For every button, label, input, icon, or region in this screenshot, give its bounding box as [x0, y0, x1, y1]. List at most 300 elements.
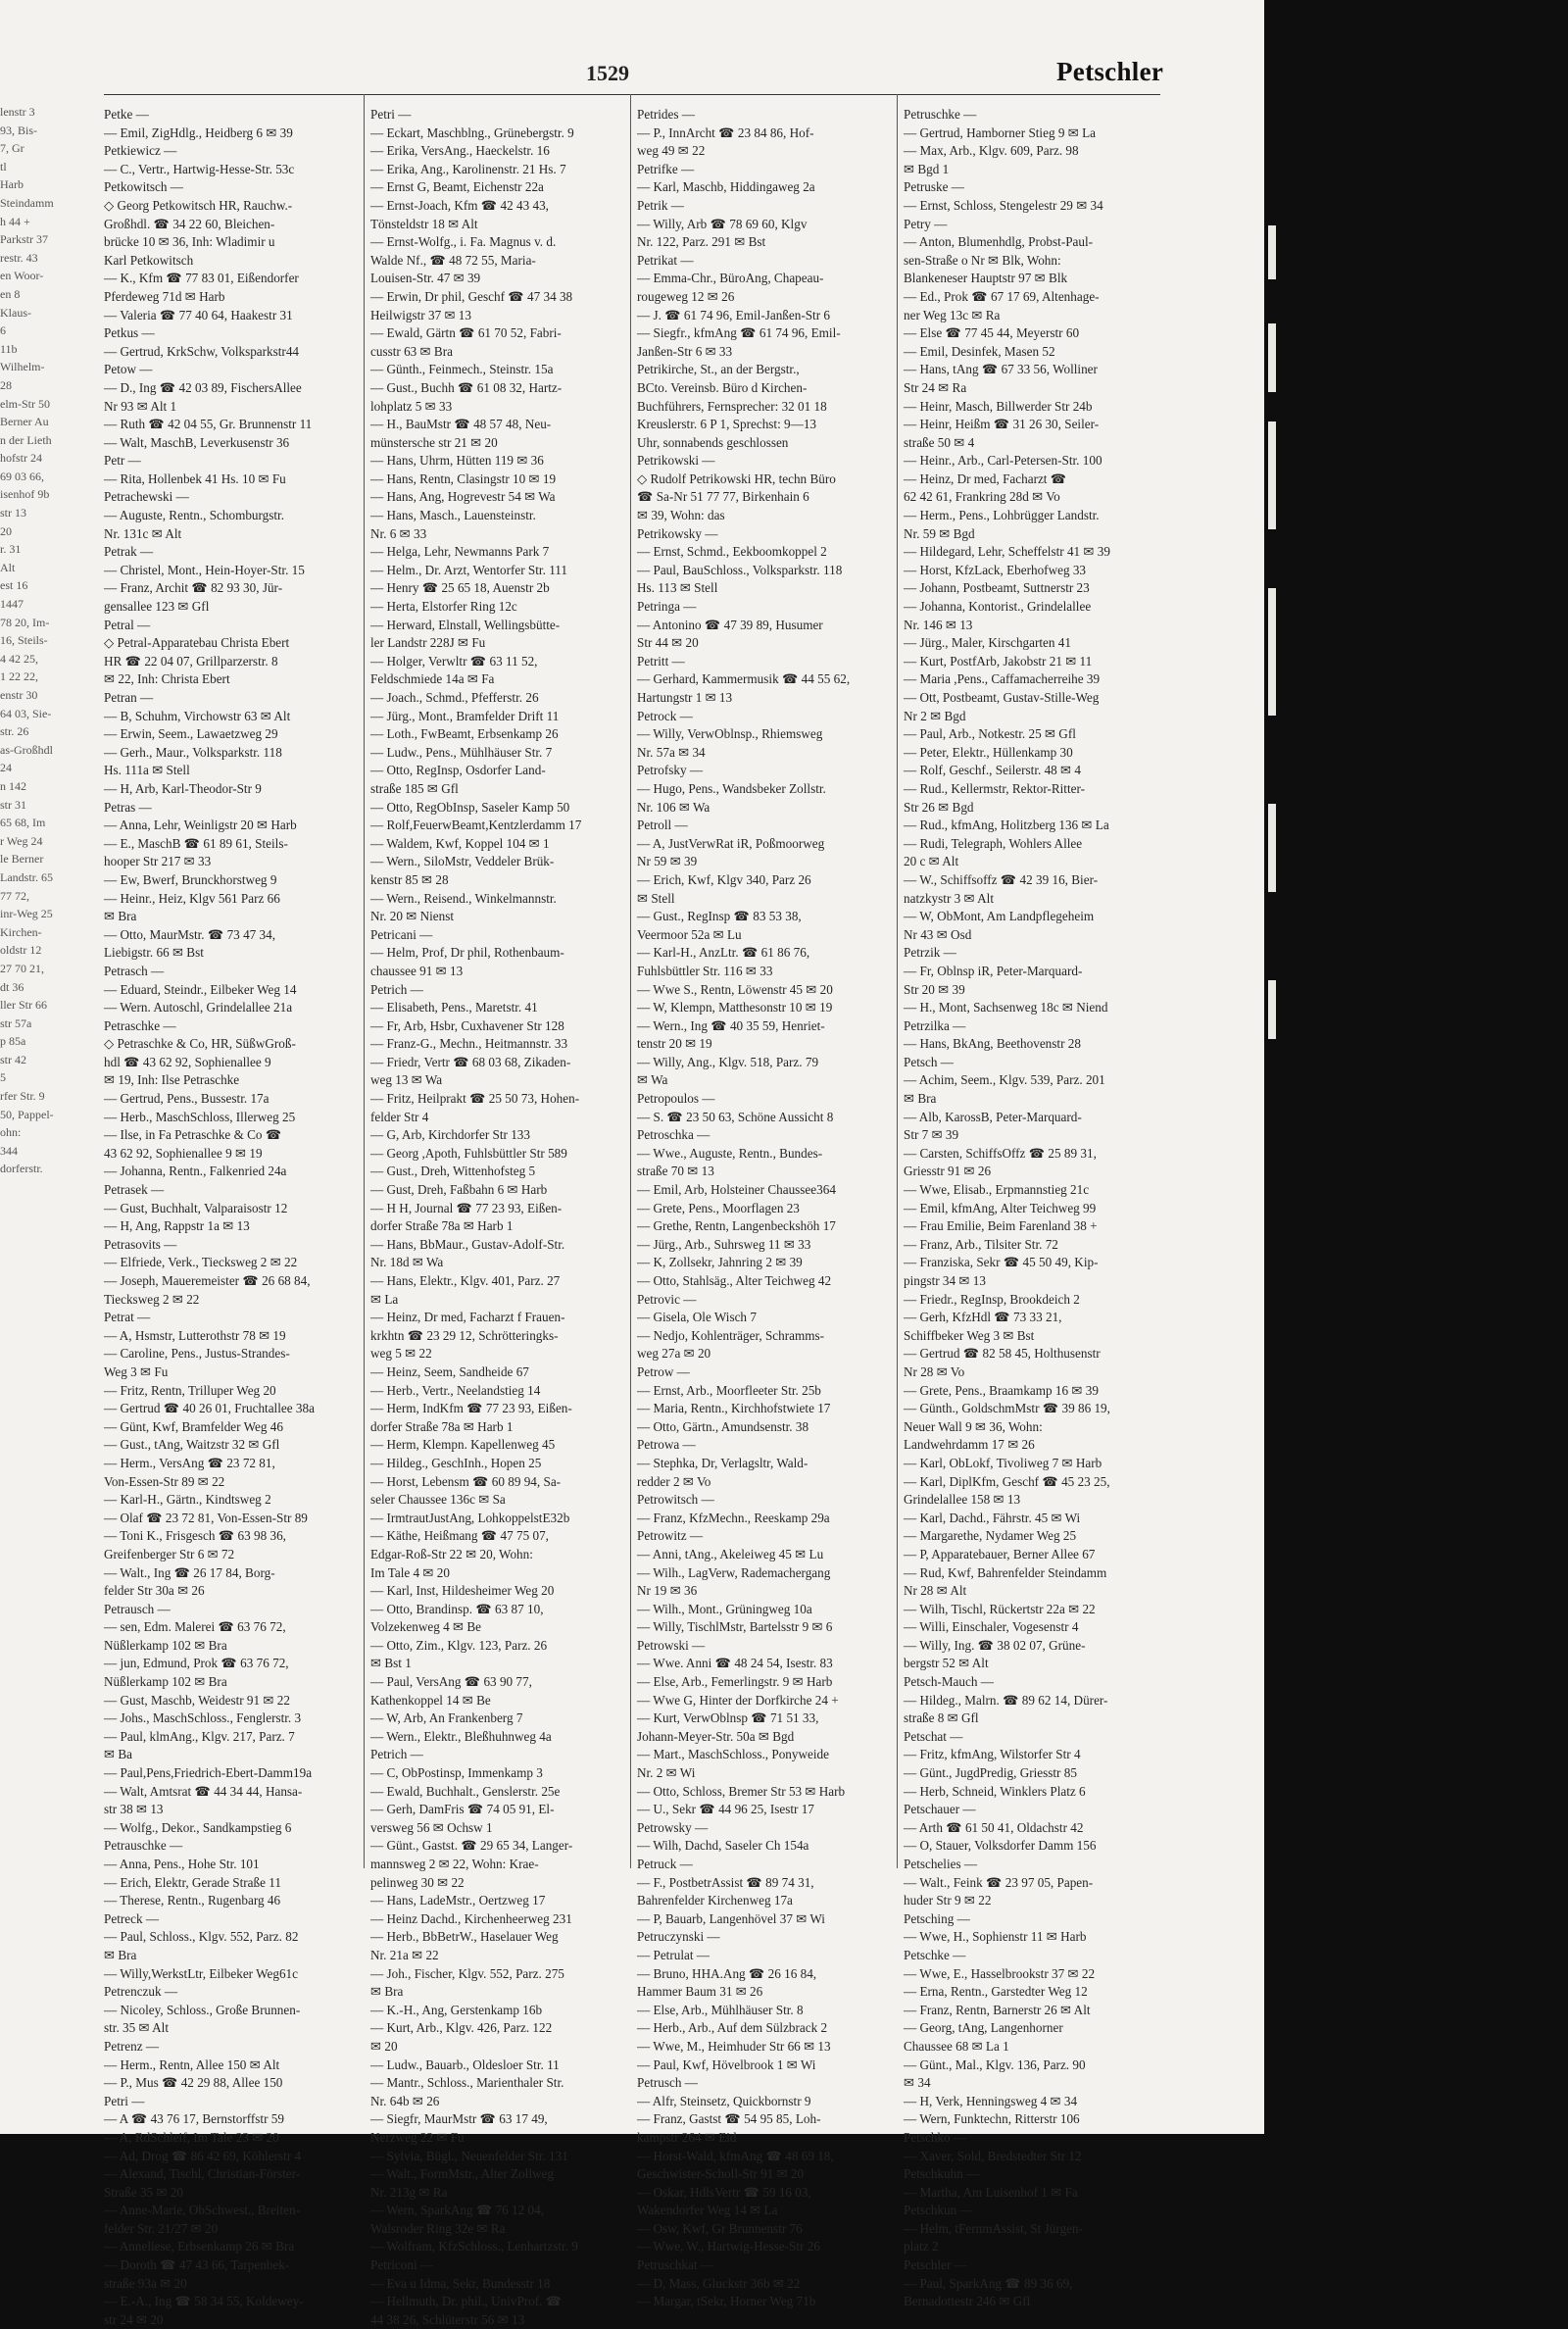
directory-entry-line: — Paul, Kwf, Hövelbrook 1 ✉ Wi — [637, 2056, 816, 2072]
directory-entry-line: — Otto, MaurMstr. ☎ 73 47 34, — [104, 926, 276, 942]
surname-heading: Petsching — — [904, 1910, 970, 1926]
directory-entry-line: — Caroline, Pens., Justus-Strandes- — [104, 1346, 290, 1362]
directory-entry-line: — Otto, Gärtn., Amundsenstr. 38 — [637, 1418, 809, 1434]
directory-entry-line: — Kurt, VerwOblnsp ☎ 71 51 33, — [637, 1710, 819, 1726]
directory-entry-line: — Alexand, Tischl, Christian-Förster- — [104, 2166, 301, 2182]
adjacent-page-fragment: en Woor- — [0, 269, 44, 283]
surname-heading: Petschler — — [904, 2257, 967, 2273]
surname-heading: Petrowa — — [637, 1437, 696, 1453]
surname-heading: Petrzilka — — [904, 1017, 966, 1033]
directory-entry-line: Blankeneser Hauptstr 97 ✉ Blk — [904, 271, 1068, 286]
surname-heading: Petruschkat — — [637, 2257, 714, 2273]
directory-entry-line: Landwehrdamm 17 ✉ 26 — [904, 1437, 1035, 1453]
adjacent-page-fragment: ohn: — [0, 1125, 22, 1140]
directory-entry-line: — Ernst, Schmd., Eekboomkoppel 2 — [637, 544, 827, 560]
surname-heading: Petrowitz — — [637, 1528, 704, 1544]
directory-entry-line: mannsweg 2 ✉ 22, Wohn: Krae- — [370, 1857, 539, 1871]
adjacent-page-fragment: 50, Pappel- — [0, 1107, 54, 1121]
directory-entry-line: — Erika, Ang., Karolinenstr. 21 Hs. 7 — [370, 161, 566, 176]
directory-entry-line: — Gertrud, Pens., Bussestr. 17a — [104, 1091, 270, 1107]
surname-heading: Petrauschke — — [104, 1838, 183, 1854]
directory-entry-line: münstersche str 21 ✉ 20 — [370, 434, 498, 450]
directory-entry-line: — Eduard, Steindr., Eilbeker Weg 14 — [104, 981, 297, 997]
directory-entry-line: — Karl, Dachd., Fährstr. 45 ✉ Wi — [904, 1510, 1081, 1525]
directory-entry-line: — Erika, VersAng., Haeckelstr. 16 — [370, 143, 550, 159]
adjacent-page-fragment: n 142 — [0, 778, 26, 793]
adjacent-page-fragment: str 42 — [0, 1052, 26, 1066]
directory-entry-line: — Otto, RegObInsp, Saseler Kamp 50 — [370, 799, 570, 815]
directory-entry-line: — Heinr, Heißm ☎ 31 26 30, Seiler- — [904, 417, 1100, 432]
adjacent-page-fragment: 65 68, Im — [0, 816, 46, 830]
directory-entry-line: — Hans, Elektr., Klgv. 401, Parz. 27 — [370, 1273, 561, 1288]
directory-entry-line: — Elfriede, Verk., Tiecksweg 2 ✉ 22 — [104, 1255, 298, 1270]
directory-entry-line: — Herb, Schneid, Winklers Platz 6 — [904, 1783, 1086, 1799]
directory-entry-line: Str 26 ✉ Bgd — [904, 799, 974, 815]
directory-entry-line: — D, Mass, Gluckstr 36b ✉ 22 — [637, 2275, 801, 2291]
directory-entry-line: — Wern, Funktechn, Ritterstr 106 — [904, 2111, 1080, 2127]
directory-entry-line: — Johs., MaschSchloss., Fenglerstr. 3 — [104, 1710, 302, 1726]
directory-entry-line: chaussee 91 ✉ 13 — [370, 963, 464, 978]
directory-entry-line: — Karl, DiplKfm, Geschf ☎ 45 23 25, — [904, 1473, 1110, 1489]
directory-entry-line: — Heinz Dachd., Kirchenheerweg 231 — [370, 1910, 572, 1926]
directory-entry-line: ner Weg 13c ✉ Ra — [904, 307, 1001, 322]
directory-entry-line: — U., Sekr ☎ 44 96 25, Isestr 17 — [637, 1802, 814, 1817]
directory-entry-line: — Hildeg., GeschInh., Hopen 25 — [370, 1455, 542, 1470]
directory-entry-line: — P, Apparatebauer, Berner Allee 67 — [904, 1546, 1096, 1561]
directory-entry-line: — Hans, Uhrm, Hütten 119 ✉ 36 — [370, 453, 544, 469]
surname-heading: Petrat — — [104, 1310, 151, 1325]
page-number: 1529 — [586, 61, 629, 85]
directory-entry-line: — Herm, IndKfm ☎ 77 23 93, Eißen- — [370, 1401, 572, 1416]
directory-entry-line: — Erich, Kwf, Klgv 340, Parz 26 — [637, 871, 811, 887]
directory-entry-line: — H, Ang, Rappstr 1a ✉ 13 — [104, 1218, 250, 1234]
directory-entry-line: ✉ Bra — [904, 1091, 937, 1107]
directory-entry-line: — sen, Edm. Malerei ☎ 63 76 72, — [104, 1619, 286, 1635]
directory-entry-line: — Wilh, Dachd, Saseler Ch 154a — [637, 1838, 809, 1854]
directory-entry-line: — G, Arb, Kirchdorfer Str 133 — [370, 1127, 530, 1143]
directory-entry-line: — Elisabeth, Pens., Maretstr. 41 — [370, 1000, 538, 1016]
directory-entry-line: — Margar, tSekr, Horner Weg 71b — [637, 2294, 816, 2309]
surname-heading: Petkus — — [104, 325, 155, 341]
directory-entry-line: — Doroth ☎ 47 43 66, Tarpenbek- — [104, 2257, 290, 2273]
directory-entry-line: Feldschmiede 14a ✉ Fa — [370, 671, 495, 687]
directory-entry-line: 44 38 26, Schlüterstr 56 ✉ 13 — [370, 2311, 525, 2327]
directory-entry-line: — P, Bauarb, Langenhövel 37 ✉ Wi — [637, 1910, 825, 1926]
directory-entry-line: — H., BauMstr ☎ 48 57 48, Neu- — [370, 417, 552, 432]
directory-entry-line: — Mantr., Schloss., Marienthaler Str. — [370, 2075, 564, 2091]
directory-entry-line: Kreuslerstr. 6 P 1, Sprechst: 9—13 — [637, 417, 817, 432]
directory-entry-line: — Heinz, Dr med, Facharzt f Frauen- — [370, 1310, 565, 1325]
directory-entry-line: — Willy, Ang., Klgv. 518, Parz. 79 — [637, 1054, 819, 1069]
directory-entry-line: — Horst, KfzLack, Eberhofweg 33 — [904, 562, 1087, 577]
directory-entry-line: — Siegfr, MaurMstr ☎ 63 17 49, — [370, 2111, 548, 2127]
surname-heading: Petrenz — — [104, 2038, 160, 2054]
adjacent-page-fragment: tl — [0, 159, 7, 173]
directory-entry-line: — Kurt, Arb., Klgv. 426, Parz. 122 — [370, 2020, 553, 2036]
directory-entry-line: — Auguste, Rentn., Schomburgstr. — [104, 508, 285, 523]
directory-entry-line: — Grete, Pens., Braamkamp 16 ✉ 39 — [904, 1382, 1099, 1398]
directory-entry-line: kampstr 264 ✉ Eid — [637, 2129, 737, 2145]
directory-entry-line: Johann-Meyer-Str. 50a ✉ Bgd — [637, 1728, 795, 1744]
surname-heading: Petschkuhn — — [904, 2166, 980, 2182]
adjacent-page-fragment: ller Str 66 — [0, 998, 47, 1013]
adjacent-page-fragment: 1 22 22, — [0, 669, 38, 684]
directory-entry-line: Griesstr 91 ✉ 26 — [904, 1164, 992, 1179]
directory-entry-line: — Herb., MaschSchloss, Illerweg 25 — [104, 1109, 296, 1124]
directory-entry-line: straße 50 ✉ 4 — [904, 434, 975, 450]
directory-entry-line: — Ruth ☎ 42 04 55, Gr. Brunnenstr 11 — [104, 417, 313, 432]
adjacent-page-fragment: 69 03 66, — [0, 469, 44, 483]
surname-heading: Petrausch — — [104, 1601, 171, 1616]
directory-entry-line: — Paul, SparkAng ☎ 89 36 69, — [904, 2275, 1073, 2291]
directory-entry-line: — Ernst-Joach, Kfm ☎ 42 43 43, — [370, 197, 549, 213]
directory-entry-line: — Erna, Rentn., Garstedter Weg 12 — [904, 1984, 1088, 2000]
directory-entry-line: — Willy,WerkstLtr, Eilbeker Weg61c — [104, 1965, 298, 1981]
directory-entry-line: Nr 2 ✉ Bgd — [904, 708, 966, 723]
surname-heading: Petruczynski — — [637, 1929, 720, 1945]
directory-entry-line: huder Str 9 ✉ 22 — [904, 1893, 992, 1908]
surname-heading: Petrides — — [637, 107, 695, 122]
directory-entry-line: — Paul, VersAng ☎ 63 90 77, — [370, 1674, 532, 1690]
directory-entry-line: — A, RdSchleif, Im Tale 23 ✉ 20 — [104, 2129, 279, 2145]
directory-entry-line: — Friedr., RegInsp, Brookdeich 2 — [904, 1291, 1080, 1307]
directory-entry-line: Nr. 213g ✉ Ra — [370, 2184, 448, 2200]
directory-entry-line: — Wwe, M., Heimhuder Str 66 ✉ 13 — [637, 2038, 831, 2054]
directory-entry-line: — Gertrud, Hamborner Stieg 9 ✉ La — [904, 124, 1096, 140]
directory-entry-line: — Rud., kfmAng, Holitzberg 136 ✉ La — [904, 818, 1109, 833]
directory-entry-line: ✉ Ba — [104, 1747, 132, 1762]
directory-entry-line: — Gust., Buchh ☎ 61 08 32, Hartz- — [370, 379, 563, 395]
adjacent-page-fragment: restr. 43 — [0, 250, 38, 265]
directory-entry-line: — Horst, Lebensm ☎ 60 89 94, Sa- — [370, 1473, 562, 1489]
directory-entry-line: ◇ Rudolf Petrikowski HR, techn Büro — [637, 471, 836, 486]
directory-entry-line: Nr. 57a ✉ 34 — [637, 744, 706, 760]
directory-entry-line: — Kurt, PostfArb, Jakobstr 21 ✉ 11 — [904, 653, 1093, 669]
directory-entry-line: — Anne-Marie, ObSchwest., Breiten- — [104, 2203, 300, 2218]
directory-entry-line: Str 20 ✉ 39 — [904, 981, 965, 997]
directory-entry-line: Fuhlsbüttler Str. 116 ✉ 33 — [637, 963, 773, 978]
directory-entry-line: — Ernst, Schloss, Stengelestr 29 ✉ 34 — [904, 197, 1103, 213]
directory-entry-line: kenstr 85 ✉ 28 — [370, 871, 449, 887]
directory-entry-line: — Grete, Pens., Moorflagen 23 — [637, 1200, 800, 1215]
surname-heading: Petruske — — [904, 179, 964, 195]
directory-entry-line: dorfer Straße 78a ✉ Harb 1 — [370, 1418, 514, 1434]
adjacent-page-fragment: 6 — [0, 323, 6, 338]
directory-entry-line: — Wern. Autoschl, Grindelallee 21a — [104, 1000, 293, 1016]
directory-entry-line: — Günth., Feinmech., Steinstr. 15a — [370, 362, 554, 377]
directory-entry-line: — Joh., Fischer, Klgv. 552, Parz. 275 — [370, 1965, 564, 1981]
directory-entry-line: — Ernst G, Beamt, Eichenstr 22a — [370, 179, 544, 195]
surname-heading: Petruck — — [637, 1857, 693, 1871]
directory-entry-line: — Herm., Pens., Lohbrügger Landstr. — [904, 508, 1100, 523]
surname-heading: Petri — — [104, 2093, 145, 2108]
surname-heading: Petrasovits — — [104, 1236, 177, 1252]
directory-entry-line: ✉ Bst 1 — [370, 1656, 412, 1671]
directory-entry-line: — Antonino ☎ 47 39 89, Husumer — [637, 617, 823, 632]
surname-heading: Petschkun — — [904, 2203, 973, 2218]
directory-entry-line: — Anton, Blumenhdlg, Probst-Paul- — [904, 234, 1094, 250]
directory-entry-line: ✉ 34 — [904, 2075, 931, 2091]
directory-entry-line: — A ☎ 43 76 17, Bernstorffstr 59 — [104, 2111, 284, 2127]
directory-entry-line: Nr. 20 ✉ Nienst — [370, 909, 455, 924]
directory-entry-line: straße 8 ✉ Gfl — [904, 1710, 979, 1726]
directory-entry-line: — Franziska, Sekr ☎ 45 50 49, Kip- — [904, 1255, 1099, 1270]
directory-entry-line: — Friedr, Vertr ☎ 68 03 68, Zikaden- — [370, 1054, 571, 1069]
directory-entry-line: platz 2 — [904, 2239, 939, 2255]
directory-entry-line: — Olaf ☎ 23 72 81, Von-Essen-Str 89 — [104, 1510, 308, 1525]
directory-entry-line: — W, ObMont, Am Landpflegeheim — [904, 909, 1095, 924]
directory-entry-line: — Margarethe, Nydamer Weg 25 — [904, 1528, 1077, 1544]
surname-heading: Petrikowsky — — [637, 525, 718, 541]
directory-entry-line: — Otto, Brandinsp. ☎ 63 87 10, — [370, 1601, 544, 1616]
adjacent-page-fragment: 20 — [0, 523, 12, 538]
directory-entry-line: — jun, Edmund, Prok ☎ 63 76 72, — [104, 1656, 289, 1671]
surname-heading: Petschat — — [904, 1728, 963, 1744]
directory-entry-line: ✉ Bra — [104, 1947, 137, 1962]
directory-entry-line: — Otto, Stahlsäg., Alter Teichweg 42 — [637, 1273, 832, 1288]
adjacent-page-fragment: Alt — [0, 560, 16, 574]
directory-entry-line: — H H, Journal ☎ 77 23 93, Eißen- — [370, 1200, 563, 1215]
directory-entry-line: — Gust, Buchhalt, Valparaisostr 12 — [104, 1200, 288, 1215]
directory-entry-line: Walsroder Ring 32e ✉ Ra — [370, 2220, 506, 2236]
directory-entry-line: — Walt., Feink ☎ 23 97 05, Papen- — [904, 1874, 1094, 1890]
directory-column-1 — [104, 106, 365, 2329]
running-head: Petschler — [1056, 57, 1164, 86]
directory-entry-line: — Ludw., Bauarb., Oldesloer Str. 11 — [370, 2056, 560, 2072]
directory-entry-line: — Loth., FwBeamt, Erbsenkamp 26 — [370, 726, 559, 742]
surname-heading: Petkiewicz — — [104, 143, 177, 159]
directory-entry-line: — Herm, Klempn. Kapellenweg 45 — [370, 1437, 556, 1453]
directory-entry-line: — Therese, Rentn., Rugenbarg 46 — [104, 1893, 281, 1908]
directory-entry-line: Buchführers, Fernsprecher: 32 01 18 — [637, 398, 827, 414]
directory-entry-line: Geschwister-Scholl-Str 91 ✉ 20 — [637, 2166, 805, 2182]
directory-entry-line: — Fritz, kfmAng, Wilstorfer Str 4 — [904, 1747, 1081, 1762]
directory-column-4 — [904, 106, 1164, 2311]
adjacent-page-fragment: inr-Weg 25 — [0, 907, 53, 921]
directory-entry-line: rougeweg 12 ✉ 26 — [637, 288, 735, 304]
surname-heading: Petral — — [104, 617, 151, 632]
directory-entry-line: — Henry ☎ 25 65 18, Auenstr 2b — [370, 580, 550, 596]
directory-entry-line: Tiecksweg 2 ✉ 22 — [104, 1291, 200, 1307]
directory-entry-line: Volzekenweg 4 ✉ Be — [370, 1619, 481, 1635]
directory-entry-line: — Eckart, Maschblng., Grünebergstr. 9 — [370, 124, 574, 140]
surname-heading: Petrofsky — — [637, 763, 704, 778]
surname-heading: Petritt — — [637, 653, 685, 669]
directory-entry-line: pingstr 34 ✉ 13 — [904, 1273, 986, 1288]
directory-entry-line: — Xaver, Sold, Bredstedter Str 12 — [904, 2148, 1082, 2163]
directory-entry-line: — Horst-Wald, kfmAng ☎ 48 69 18, — [637, 2148, 834, 2163]
adjacent-page-fragment: le Berner — [0, 852, 44, 867]
directory-entry-line: — Wilh., LagVerw, Rademachergang — [637, 1564, 831, 1580]
directory-entry-line: — Walt, Amtsrat ☎ 44 34 44, Hansa- — [104, 1783, 303, 1799]
directory-entry-line: Chaussee 68 ✉ La 1 — [904, 2038, 1009, 2054]
directory-entry-line: — Gertrud, KrkSchw, Volksparkstr44 — [104, 343, 300, 359]
directory-entry-line: — Anna, Lehr, Weinligstr 20 ✉ Harb — [104, 818, 297, 833]
directory-entry-line: Karl Petkowitsch — [104, 252, 194, 268]
directory-entry-line: — Martha, Am Luisenhof 1 ✉ Fa — [904, 2184, 1078, 2200]
adjacent-page-fragment: 7, Gr — [0, 141, 24, 156]
directory-entry-line: — W, Klempn, Matthesonstr 10 ✉ 19 — [637, 1000, 833, 1016]
surname-heading: Petry — — [904, 216, 948, 231]
surname-heading: Petr — — [104, 453, 141, 469]
directory-entry-line: 43 62 92, Sophienallee 9 ✉ 19 — [104, 1145, 263, 1161]
directory-entry-line: — Maria ,Pens., Caffamacherreihe 39 — [904, 671, 1101, 687]
adjacent-page-fragment: Landstr. 65 — [0, 869, 53, 884]
directory-entry-line: — Alb, KarossB, Peter-Marquard- — [904, 1109, 1082, 1124]
directory-entry-line: felder Str 4 — [370, 1109, 429, 1124]
directory-entry-line: — Christel, Mont., Hein-Hoyer-Str. 15 — [104, 562, 305, 577]
directory-entry-line: — Max, Arb., Klgv. 609, Parz. 98 — [904, 143, 1079, 159]
directory-entry-line: — Mart., MaschSchloss., Ponyweide — [637, 1747, 829, 1762]
directory-entry-line: — Karl-H., AnzLtr. ☎ 61 86 76, — [637, 945, 810, 961]
directory-entry-line: — IrmtrautJustAng, LohkoppelstE32b — [370, 1510, 570, 1525]
directory-entry-line: — Ernst, Arb., Moorfleeter Str. 25b — [637, 1382, 821, 1398]
surname-heading: Petrowsky — — [637, 1819, 709, 1835]
surname-heading: Petrzik — — [904, 945, 956, 961]
surname-heading: Petsch — — [904, 1054, 954, 1069]
adjacent-page-fragment: 27 70 21, — [0, 961, 44, 975]
directory-entry-line: krkhtn ☎ 23 29 12, Schrötteringks- — [370, 1327, 559, 1343]
directory-entry-line: Nr. 64b ✉ 26 — [370, 2093, 440, 2108]
surname-heading: Petrachewski — — [104, 489, 189, 505]
directory-entry-line: — Fritz, Heilprakt ☎ 25 50 73, Hohen- — [370, 1091, 580, 1107]
directory-entry-line: — Gertrud ☎ 82 58 45, Holthusenstr — [904, 1346, 1101, 1362]
directory-entry-line: weg 27a ✉ 20 — [637, 1346, 711, 1362]
adjacent-page-fragment: Berner Au — [0, 415, 49, 429]
adjacent-page-fragment: oldstr 12 — [0, 943, 42, 958]
adjacent-page-fragment: Wilhelm- — [0, 360, 45, 374]
directory-entry-line: — Hans, tAng ☎ 67 33 56, Wolliner — [904, 362, 1098, 377]
directory-entry-line: — Eva u Idma, Sekr, Bundesstr 18 — [370, 2275, 551, 2291]
directory-entry-line: — Willy, Arb ☎ 78 69 60, Klgv — [637, 216, 808, 231]
directory-entry-line: — Frau Emilie, Beim Farenland 38 + — [904, 1218, 1098, 1234]
adjacent-page-fragment: 4 42 25, — [0, 651, 38, 666]
adjacent-page-fragment: elm-Str 50 — [0, 396, 50, 411]
directory-entry-line: Im Tale 4 ✉ 20 — [370, 1564, 450, 1580]
adjacent-page-fragment: 77 72, — [0, 888, 29, 903]
directory-entry-line: — Joach., Schmd., Pfefferstr. 26 — [370, 690, 539, 705]
directory-entry-line: — Hugo, Pens., Wandsbeker Zollstr. — [637, 780, 826, 796]
directory-entry-line: Kathenkoppel 14 ✉ Be — [370, 1692, 491, 1708]
directory-entry-line: Grindelallee 158 ✉ 13 — [904, 1492, 1021, 1508]
directory-entry-line: Heilwigstr 37 ✉ 13 — [370, 307, 471, 322]
directory-entry-line: — Ad, Drog ☎ 86 42 69, Köhlerstr 4 — [104, 2148, 302, 2163]
directory-entry-line: gensallee 123 ✉ Gfl — [104, 599, 210, 615]
directory-entry-line: — Gust, Dreh, Faßbahn 6 ✉ Harb — [370, 1182, 548, 1198]
directory-entry-line: — Wolfram, KfzSchloss., Lenhartzstr. 9 — [370, 2239, 578, 2255]
directory-entry-line: — Toni K., Frisgesch ☎ 63 98 36, — [104, 1528, 286, 1544]
directory-entry-line: tenstr 20 ✉ 19 — [637, 1036, 712, 1052]
directory-entry-line: — Paul, klmAng., Klgv. 217, Parz. 7 — [104, 1728, 295, 1744]
directory-entry-line: — W, Arb, An Frankenberg 7 — [370, 1710, 523, 1726]
surname-heading: Petroschka — — [637, 1127, 710, 1143]
directory-entry-line: — F., PostbetrAssist ☎ 89 74 31, — [637, 1874, 814, 1890]
directory-entry-line: str 24 ✉ 20 — [104, 2311, 164, 2327]
directory-entry-line: — H., Mont, Sachsenweg 18c ✉ Niend — [904, 1000, 1108, 1016]
directory-entry-line: Str 7 ✉ 39 — [904, 1127, 959, 1143]
directory-entry-line: — Wolfg., Dekor., Sandkampstieg 6 — [104, 1819, 292, 1835]
directory-entry-line: — Emil, ZigHdlg., Heidberg 6 ✉ 39 — [104, 124, 293, 140]
directory-entry-line: — Peter, Elektr., Hüllenkamp 30 — [904, 744, 1073, 760]
directory-entry-line: — Paul,Pens,Friedrich-Ebert-Damm19a — [104, 1765, 313, 1781]
directory-entry-line: — Rita, Hollenbek 41 Hs. 10 ✉ Fu — [104, 471, 286, 486]
adjacent-page-fragment: str 13 — [0, 506, 26, 520]
directory-entry-line: — Franz, Arb., Tilsiter Str. 72 — [904, 1236, 1058, 1252]
surname-heading: — Petrulat — — [637, 1947, 710, 1962]
directory-entry-line: — Gerh, DamFris ☎ 74 05 91, El- — [370, 1802, 555, 1817]
directory-entry-line: — Ott, Postbeamt, Gustav-Stille-Weg — [904, 690, 1100, 705]
adjacent-page-fragment: isenhof 9b — [0, 487, 50, 502]
directory-entry-line: — Franz, KfzMechn., Reeskamp 29a — [637, 1510, 830, 1525]
surname-heading: Petrock — — [637, 708, 693, 723]
surname-heading: Petrasch — — [104, 963, 165, 978]
directory-entry-line: Neuer Wall 9 ✉ 36, Wohn: — [904, 1418, 1043, 1434]
directory-entry-line: — K.-H., Ang, Gerstenkamp 16b — [370, 2002, 543, 2017]
directory-entry-line: — Grethe, Rentn, Langenbeckshöh 17 — [637, 1218, 836, 1234]
directory-entry-line: — H, Verk, Henningsweg 4 ✉ 34 — [904, 2093, 1078, 2108]
directory-entry-line: — P., Mus ☎ 42 29 88, Allee 150 — [104, 2075, 283, 2091]
surname-heading: Petrifke — — [637, 161, 695, 176]
surname-heading: Petriconi — — [370, 2257, 434, 2273]
directory-entry-line: — Gust., Dreh, Wittenhofsteg 5 — [370, 1164, 536, 1179]
directory-entry-line: — Helm, tFernmAssist, St Jürgen- — [904, 2220, 1083, 2236]
directory-entry-line: ◇ Petral-Apparatebau Christa Ebert — [104, 635, 290, 651]
adjacent-page-fragment: Harb — [0, 177, 24, 192]
surname-heading: Petschko — — [904, 2129, 967, 2145]
directory-entry-line: — Herward, Elnstall, Wellingsbütte- — [370, 617, 561, 632]
directory-entry-line: Janßen-Str 6 ✉ 33 — [637, 343, 733, 359]
directory-entry-line: Edgar-Roß-Str 22 ✉ 20, Wohn: — [370, 1546, 533, 1561]
adjacent-page-fragment: p 85a — [0, 1034, 26, 1049]
directory-entry-line: — Heinz, Dr med, Facharzt ☎ — [904, 471, 1067, 486]
directory-entry-line: — Wern, SparkAng ☎ 76 12 04, — [370, 2203, 545, 2218]
directory-entry-line: — Helm., Dr. Arzt, Wentorfer Str. 111 — [370, 562, 567, 577]
directory-entry-line: — Wwe, Elisab., Erpmannstieg 21c — [904, 1182, 1090, 1198]
directory-entry-line: seler Chaussee 136c ✉ Sa — [370, 1492, 506, 1508]
directory-entry-line: — Herb., BbBetrW., Haselauer Weg — [370, 1929, 559, 1945]
directory-entry-line: — Walt, MaschB, Leverkusenstr 36 — [104, 434, 290, 450]
directory-entry-line: — Gisela, Ole Wisch 7 — [637, 1310, 757, 1325]
directory-entry-line: — Erwin, Seem., Lawaetzweg 29 — [104, 726, 278, 742]
directory-entry-line: Weg 3 ✉ Fu — [104, 1363, 169, 1379]
adjacent-page-fragment: Kirchen- — [0, 924, 42, 939]
surname-heading: Petow — — [104, 362, 153, 377]
directory-entry-line: — Otto, Schloss, Bremer Str 53 ✉ Harb — [637, 1783, 846, 1799]
directory-entry-line: ✉ Stell — [637, 890, 675, 906]
directory-entry-line: — E.-A., Ing ☎ 58 34 55, Koldewey- — [104, 2294, 304, 2309]
directory-entry-line: — Gust., tAng, Waitzstr 32 ✉ Gfl — [104, 1437, 280, 1453]
directory-entry-line: Straße 35 ✉ 20 — [104, 2184, 184, 2200]
directory-entry-line: — Johann, Postbeamt, Suttnerstr 23 — [904, 580, 1090, 596]
directory-entry-line: felder Str. 21/27 ✉ 20 — [104, 2220, 219, 2236]
directory-entry-line: ler Landstr 228J ✉ Fu — [370, 635, 486, 651]
directory-entry-line: HR ☎ 22 04 07, Grillparzerstr. 8 — [104, 653, 278, 669]
directory-entry-line: — Hellmuth, Dr. phil., UnivProf. ☎ — [370, 2294, 563, 2309]
adjacent-page-fragment: n der Lieth — [0, 432, 52, 447]
adjacent-page-fragment: 5 — [0, 1070, 6, 1085]
directory-entry-line: — Wwe. Anni ☎ 48 24 54, Isestr. 83 — [637, 1656, 833, 1671]
directory-entry-line: — Wilh, Tischl, Rückertstr 22a ✉ 22 — [904, 1601, 1096, 1616]
adjacent-page-fragment: 11b — [0, 341, 18, 356]
directory-entry-line: — Else, Arb., Mühlhäuser Str. 8 — [637, 2002, 804, 2017]
directory-entry-line: Tönsteldstr 18 ✉ Alt — [370, 216, 478, 231]
directory-entry-line: Hartungstr 1 ✉ 13 — [637, 690, 733, 705]
directory-entry-line: — Bruno, HHA.Ang ☎ 26 16 84, — [637, 1965, 817, 1981]
directory-entry-line: dorfer Straße 78a ✉ Harb 1 — [370, 1218, 514, 1234]
directory-entry-line: bergstr 52 ✉ Alt — [904, 1656, 989, 1671]
surname-heading: Petri — — [370, 107, 412, 122]
directory-entry-line: Wakendorfer Weg 14 ✉ La — [637, 2203, 778, 2218]
